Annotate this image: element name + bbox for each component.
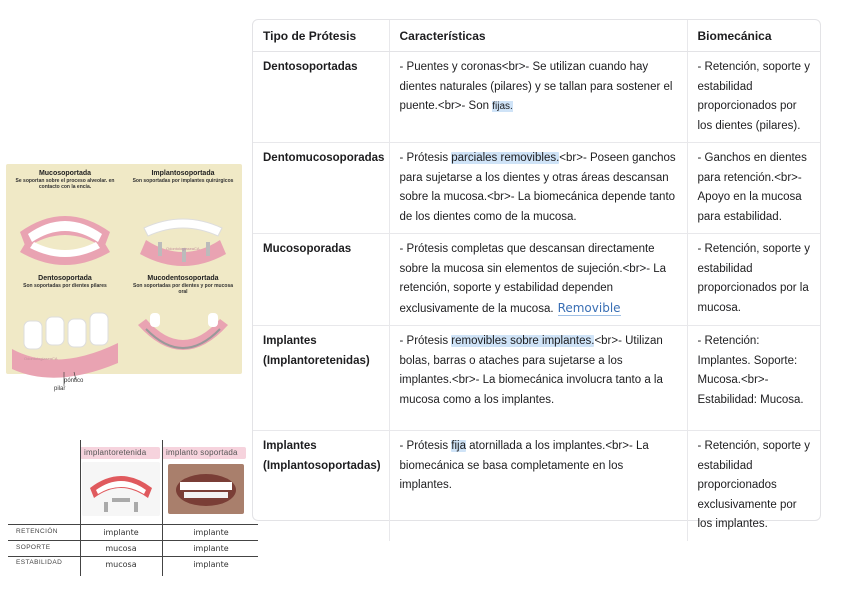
handwritten-annotation: Removible [557,300,621,315]
prosthesis-types-infographic [6,164,242,374]
fixed-implant-image [168,464,244,514]
table-row [253,234,820,326]
text: - Puentes y coronas<br>- Se utilizan cuando hay dientes naturales (pilares) y se tallan para sostener el puente.<br>- Son [399,61,673,112]
biomechanics-cell: - Retención: Implantes. Soporte: Mucosa.<br>- Estabilidad: Mucosa. [687,326,820,431]
text: <br>- Utilizan bolas, barras o ataches para sujetarse a los implantes.<br>- La biomecánica involucra tanto a la mucosa como a los implantes. [399,335,663,406]
cell-value: implante [103,528,139,537]
cell-value: mucosa [105,560,137,569]
implantosoportada-cell [124,164,242,269]
highlight-text: fija [451,440,466,452]
cell-title: Implantosoportada [151,170,215,177]
text: - Prótesis [399,335,452,347]
table-row [253,143,820,234]
characteristics-cell [389,52,687,143]
implant-overdenture-photo [82,462,160,516]
text: - Prótesis [399,152,452,164]
highlight-text: parciales removibles. [451,152,560,164]
cell-value: implante [193,544,229,553]
characteristics-cell [389,143,687,234]
type-cell: Dentomucosoporadas [253,143,389,234]
text: - Prótesis [399,440,452,452]
implant-bar-illustration [124,204,242,274]
prosthesis-table [252,19,821,530]
table-row [253,326,820,431]
partial-denture-illustration [124,305,242,375]
biomechanics-cell: - Retención, soporte y estabilidad proporcionados exclusivamente por los implantes. [687,431,820,541]
biomechanics-cell: - Retención, soporte y estabilidad proporcionados por los dientes (pilares). [687,52,820,143]
characteristics-cell [389,431,687,541]
watermark: OdontologiaseaCA [166,246,200,251]
implant-supported-photo [168,464,244,514]
cell-title: Mucodentosoportada [147,275,219,282]
callout-pilar: pilar [54,386,66,392]
type-cell: Implantes (Implantosoportadas) [253,431,389,541]
table-rule [8,540,258,541]
callouts [20,372,140,396]
header-biomecanica: Biomecánica [687,20,820,52]
cell-value: mucosa [105,544,137,553]
biomechanics-cell: - Retención, soporte y estabilidad proporcionados por la mucosa. [687,234,820,326]
watermark: OdontologiaseaCA [24,356,58,361]
col-header-implantoretenida: implantoretenida [84,448,147,457]
bridge-illustration [6,293,124,373]
characteristics-cell [389,326,687,431]
cell-subtitle: Son soportadas por dientes pilares [23,283,107,289]
table-row [253,431,820,541]
complete-denture-illustration [6,202,124,272]
row-label-estabilidad: ESTABILIDAD [16,559,63,566]
text: <br>- Poseen ganchos para sujetarse a los dientes y otras áreas descansan sobre la mucosa.<br>- La biomecánica depende tanto de los dientes como de la mucosa. [399,152,676,223]
header-caracteristicas: Características [389,20,687,52]
mucosoportada-cell [6,164,124,269]
header-tipo: Tipo de Prótesis [253,20,389,52]
cell-subtitle: Se soportan sobre el proceso alveolar. en contacto con la encía. [15,178,115,190]
text: atornillada a los implantes.<br>- La biomecánica se basa completamente en los implantes. [399,440,649,491]
characteristics-cell [389,234,687,326]
cell-value: implante [193,560,229,569]
cell-title: Dentosoportada [38,275,92,282]
row-label-soporte: SOPORTE [16,544,51,551]
cell-title: Mucosoportada [38,170,92,177]
row-label-retencion: RETENCIÓN [16,528,58,535]
highlight-text: fijas. [492,101,513,112]
cell-subtitle: Son soportadas por implantes quirúrgicos [132,178,234,184]
callout-pontico: póntico [64,378,84,384]
biomechanics-cell: - Ganchos en dientes para retención.<br>- Apoyo en la mucosa para estabilidad. [687,143,820,234]
table-rule [8,524,258,525]
table-rule [8,556,258,557]
mucodentosoportada-cell [124,269,242,374]
prosthesis-comparison-table [253,20,820,541]
callout-lines [20,372,140,396]
text: - Prótesis completas que descansan directamente sobre la mucosa sin elementos de sujeción.<br>- La retención, soporte y estabilidad dependen exclusivamente de la mucosa. [399,243,667,315]
cell-subtitle: Son soportadas por dientes y por mucosa oral [132,283,234,295]
type-cell: Mucosoporadas [253,234,389,326]
col-header-implantosoportada: implanto soportada [166,448,238,457]
handwritten-comparison-table [8,440,268,580]
overdenture-image [82,462,160,516]
table-header-row [253,20,820,52]
type-cell: Implantes (Implantoretenidas) [253,326,389,431]
highlight-text: removibles sobre implantes. [451,335,595,347]
cell-value: implante [193,528,229,537]
table-row [253,52,820,143]
type-cell: Dentosoportadas [253,52,389,143]
